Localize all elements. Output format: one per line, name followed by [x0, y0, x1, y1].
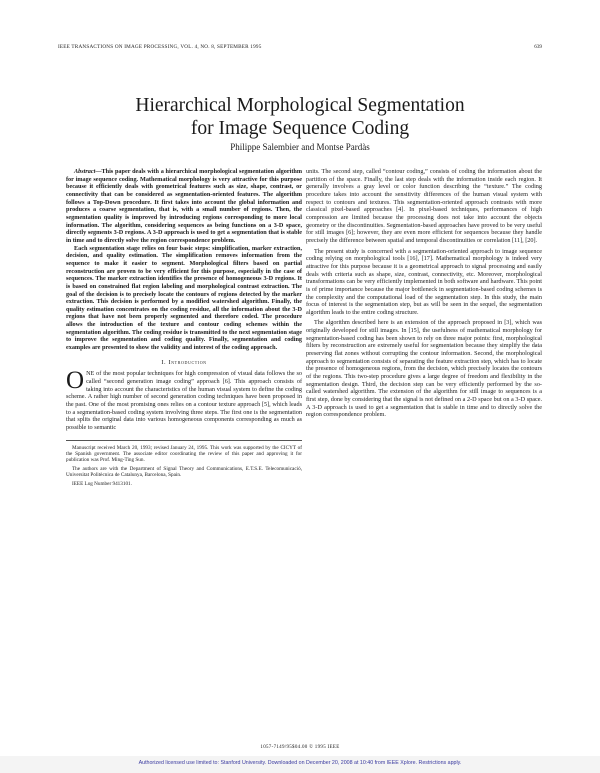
journal-running-head: IEEE TRANSACTIONS ON IMAGE PROCESSING, VOL. 4, NO. 8, SEPTEMBER 1995 [58, 44, 262, 50]
footnote-affiliation: The authors are with the Department of Signal Theory and Communications, E.T.S.E. Telecomunicació, Universitat Politècnica de Catalunya, Barcelona, Spain. [66, 465, 302, 479]
left-column [66, 168, 302, 489]
abstract-paragraph-2: Each segmentation stage relies on four basic steps: simplification, marker extraction, decision, and quality estimation. The simplification removes information from the sequence to make it easier to segment. Morphological filters based on partial reconstruction are proven to be very efficient for this purpose, especially in the case of sequences. The marker extraction identifies the presence of homogeneous 3-D regions. It is based on constrained flat region labeling and morphological contrast extraction. The goal of the decision is to precisely locate the contours of regions detected by the marker extraction. This decision is performed by a modified watershed algorithm. Finally, the quality estimation concentrates on the coding residue, all the information about the 3-D regions that have not been properly segmented and therefore coded. The procedure allows the introduction of the texture and contour coding schemes within the segmentation algorithm. The coding residue is transmitted to the next segmentation stage to improve the segmentation and coding quality. Finally, segmentation and coding examples are presented to show the validity and interest of the coding approach. [66, 244, 302, 352]
abstract-text: This paper deals with a hierarchical morphological segmentation algorithm for image sequence coding. Mathematical morphology is very attractive for this purpose because it efficiently deals with geometrical features such as size, shape, contrast, or connectivity that can be considered as segmentation-oriented features. The algorithm follows a Top-Down procedure. It first takes into account the global information and produces a coarse segmentation, that is, with a small number of regions. Then, the segmentation quality is improved by introducing regions corresponding to more local information. The algorithm, considering sequences as being functions on a 3-D space, directly segments 3-D regions. A 3-D approach is used to get a segmentation that is stable in time and to directly solve the region correspondence problem. [66, 168, 302, 244]
drop-cap: O [66, 367, 85, 395]
right-column [306, 168, 542, 419]
intro-text: NE of the most popular techniques for high compression of visual data follows the so called “second generation image coding” approach [6]. This approach consists of taking into account the characteristics of the human visual system to define the coding scheme. A rather high number of second generation coding techniques have been proposed in the past. One of the most promising ones relies on a contour texture approach [5], which leads to a segmentation-based coding system involving three steps. The first one is the segmentation that splits the original data into various homogeneous components corresponding as much as possible to semantic [66, 370, 302, 431]
section-heading-introduction: I. Introduction [161, 358, 207, 366]
title-line-1: Hierarchical Morphological Segmentation [135, 95, 465, 116]
publisher-id: 1057-7149/95$04.00 © 1995 IEEE [260, 745, 340, 750]
footnote-manuscript: Manuscript received March 20, 1993; revised January 24, 1995. This work was supported by the CICYT of the Spanish government. The associate editor coordinating the review of this paper and approving it for publication was Prof. Ming-Ting Sun. [66, 444, 302, 464]
body-paragraph-1: units. The second step, called “contour coding,” consists of coding the information about the partition of the space. Finally, the last step deals with the information inside each region. It generally involves a gray level or color function describing the “texture.” The coding procedure takes into account the sensitivity differences of the human visual system with respect to contours and textures. This segmentation-oriented approach contrasts with more classical pixel-based approaches [4]. In pixel-based techniques, performances of high compression are limited because the processing does not take into account the objects geometry or the discontinuities. Segmentation-based approaches have proved to be very useful for still images [6]; however, they are even more efficient for sequences because they handle precisely the difference between spatial and temporal discontinuities or correlation [11], [20]. [306, 168, 542, 244]
authors: Philippe Salembier and Montse Pardàs [230, 142, 370, 152]
abstract-label: Abstract— [74, 168, 102, 175]
footnote-log-number: IEEE Log Number 9413101. [72, 480, 132, 487]
running-head [58, 44, 542, 54]
body-paragraph-3: The algorithm described here is an extension of the approach proposed in [3], which was originally developed for still images. In [15], the usefulness of mathematical morphology for segmentation-based coding has been shown to rely on three major points: first, morphological filters by reconstruction are extremely useful for segmentation because they simplify the data preserving flat zones without corrupting the contour information. Second, the morphological approach to segmentation consists of separating the feature extraction step, which has to locate the presence of homogeneous regions, from the decision, which precisely locates the contours of the regions. This two-step procedure gives a large degree of freedom and flexibility in the segmentation design. Third, the decision step can be very efficiently performed by the so-called watershed algorithm. The extension of the algorithm for still image to sequences is a first step, done by considering that the signal is not defined on a 2-D space but on a 3-D space. A 3-D approach is used to get a segmentation that is stable in time and to directly solve the region correspondence problem. [306, 319, 542, 419]
body-paragraph-2: The present study is concerned with a segmentation-oriented approach to image sequence coding relying on morphological tools [16], [17]. Mathematical morphology is indeed very attractive for this purpose because it is a geometrical approach to signal processing and easily deals with criteria such as shape, size, contrast, connectivity, etc. Moreover, morphological transformations can be very efficiently implemented in both software and hardware. This point is of prime importance because the major bottleneck in segmentation-based coding schemes is the complexity and the computational load of the segmentation step. In this study, the main focus of interest is the segmentation step, but as will be seen in the sequel, the segmentation algorithm leads to the entire coding structure. [306, 247, 542, 316]
paper-title [40, 94, 560, 140]
page-number: 639 [534, 44, 542, 50]
license-notice: Authorized licensed use limited to: Stanford University. Downloaded on December 20, 2008 at 10:40 from IEEE Xplore. Restrictions apply. [138, 760, 462, 766]
abstract [66, 168, 302, 245]
license-footer [0, 756, 600, 773]
footnotes [66, 440, 302, 487]
intro-paragraph [66, 367, 302, 431]
title-line-2: for Image Sequence Coding [190, 118, 410, 139]
